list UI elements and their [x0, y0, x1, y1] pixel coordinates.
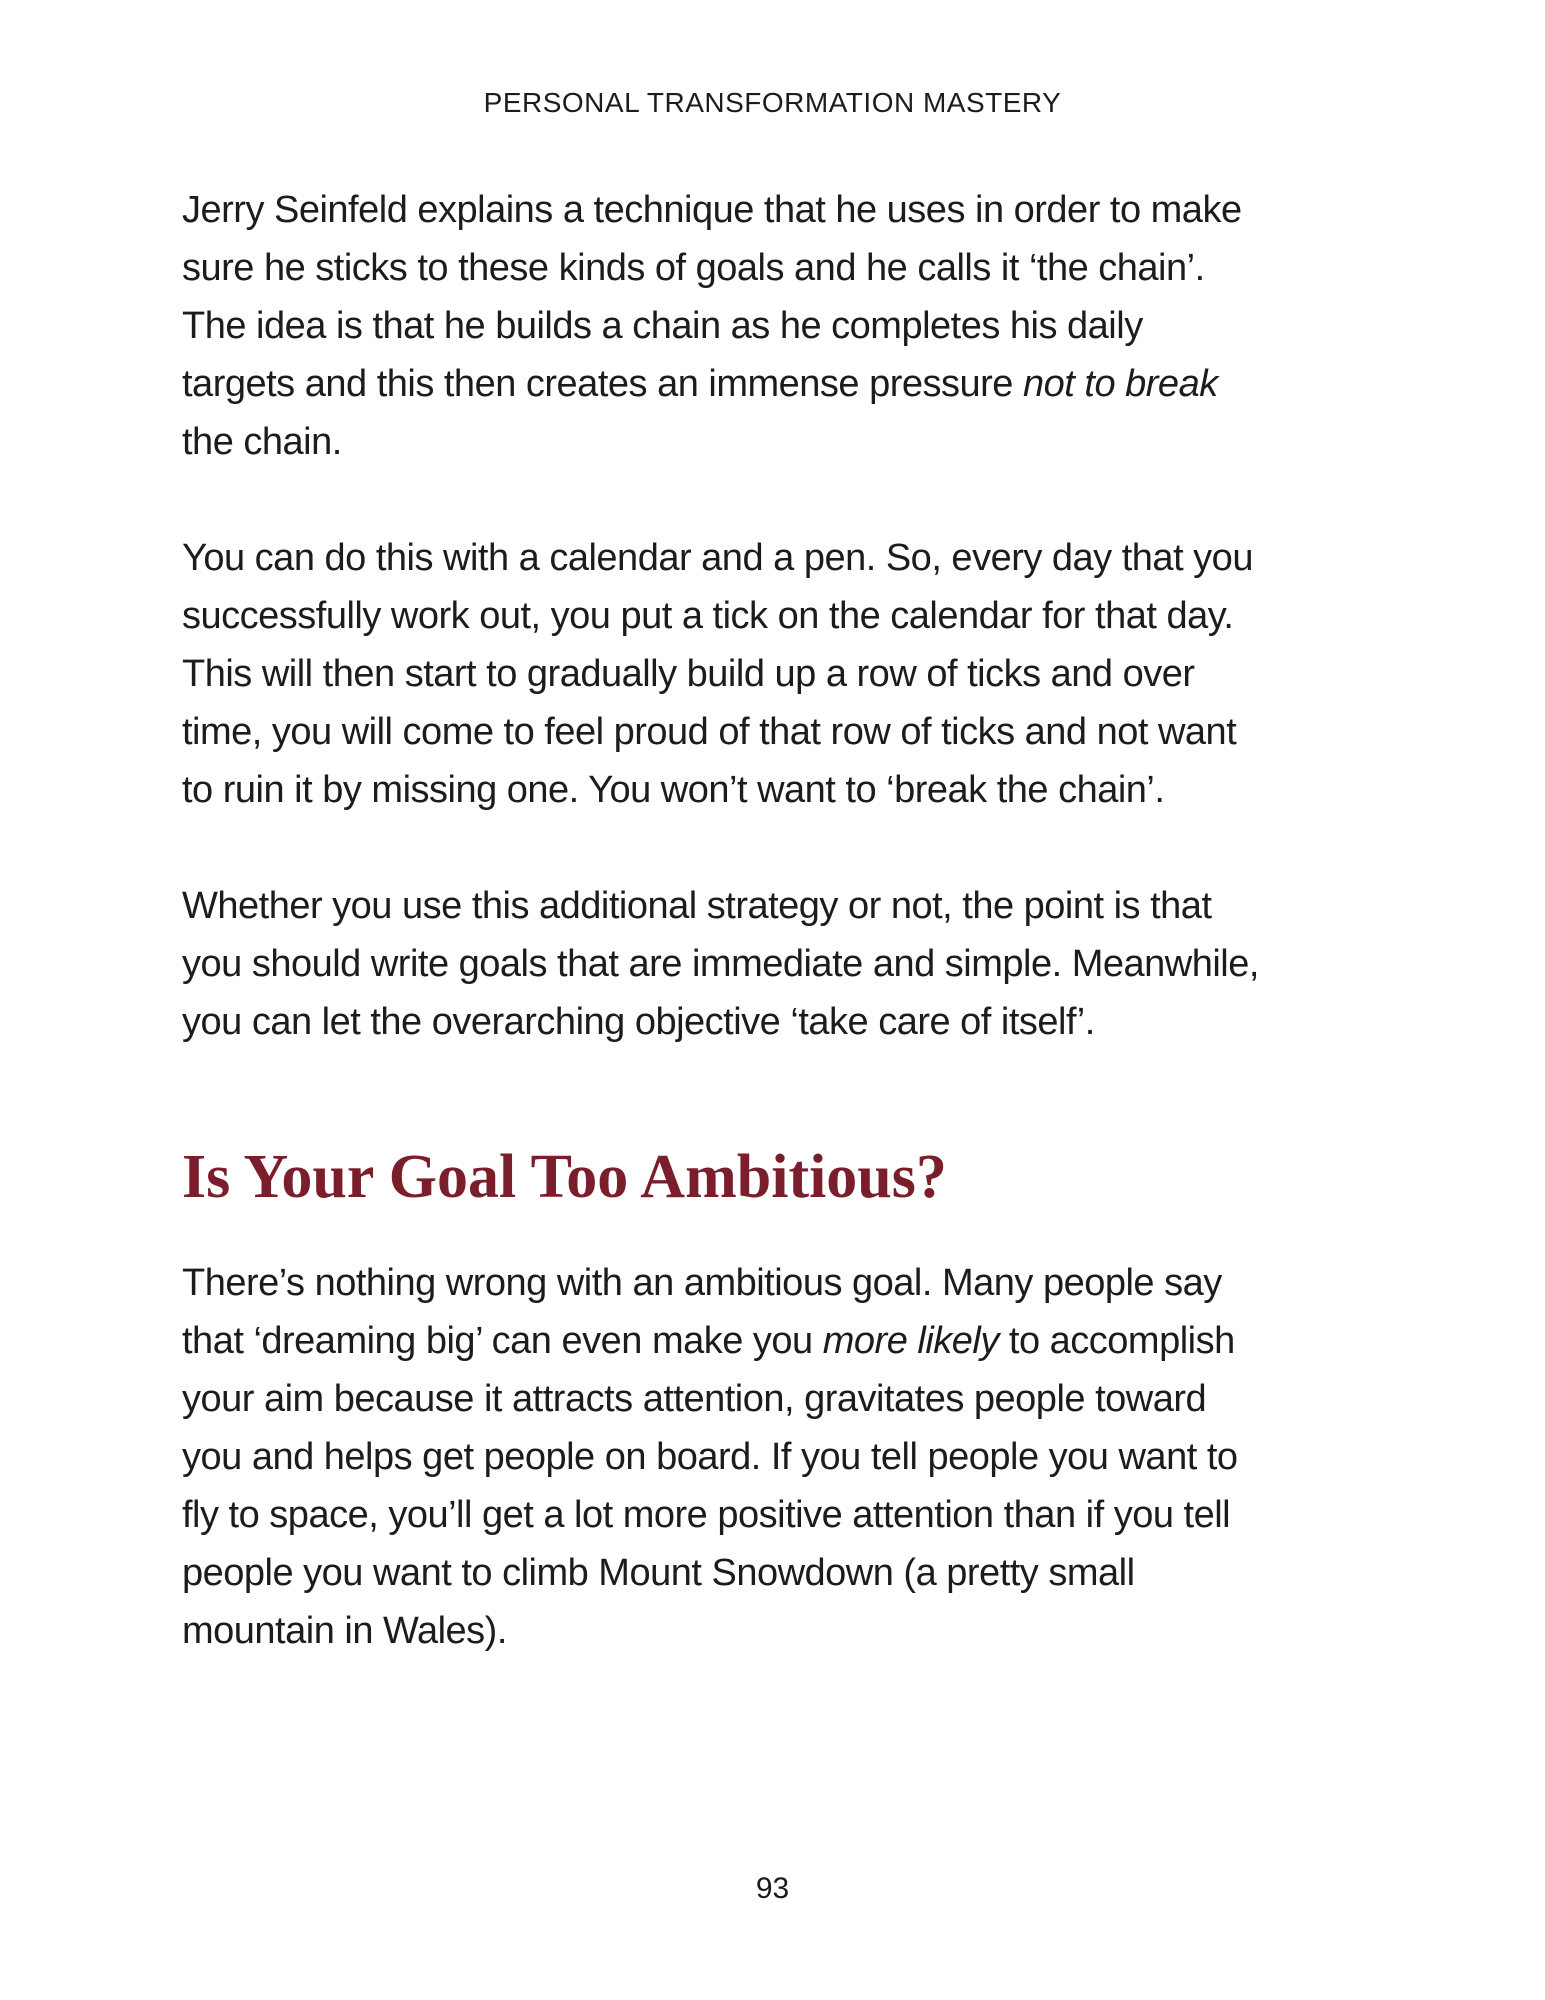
section-heading: Is Your Goal Too Ambitious?	[182, 1143, 947, 1211]
text-line: sure he sticks to these kinds of goals and he calls it ‘the chain’.	[182, 247, 1205, 289]
page-content	[182, 181, 1363, 1660]
italic-text: not to break	[1023, 363, 1218, 405]
body-paragraph	[182, 877, 1363, 1051]
text-line: time, you will come to feel proud of that row of ticks and not want	[182, 711, 1237, 753]
text-line: people you want to climb Mount Snowdown (a pretty small	[182, 1552, 1135, 1594]
text-line: You can do this with a calendar and a pen. So, every day that you	[182, 537, 1253, 579]
text-line: Whether you use this additional strategy or not, the point is that	[182, 885, 1212, 927]
text-line: This will then start to gradually build up a row of ticks and over	[182, 653, 1195, 695]
text-line: your aim because it attracts attention, gravitates people toward	[182, 1378, 1207, 1420]
text-line	[182, 1312, 1363, 1370]
text-line: The idea is that he builds a chain as he completes his daily	[182, 305, 1143, 347]
text-line: There’s nothing wrong with an ambitious goal. Many people say	[182, 1262, 1222, 1304]
text-line: you should write goals that are immediate and simple. Meanwhile,	[182, 943, 1259, 985]
text-line: mountain in Wales).	[182, 1610, 507, 1652]
text-line: successfully work out, you put a tick on the calendar for that day.	[182, 595, 1234, 637]
running-header: PERSONAL TRANSFORMATION MASTERY	[483, 87, 1062, 118]
text-segment: that ‘dreaming big’ can even make you	[182, 1320, 823, 1362]
body-paragraph	[182, 1254, 1363, 1660]
page-number: 93	[755, 1872, 790, 1905]
text-segment: to accomplish	[998, 1320, 1235, 1362]
text-line: Jerry Seinfeld explains a technique that he uses in order to make	[182, 189, 1242, 231]
text-segment: targets and this then creates an immense pressure	[182, 363, 1024, 405]
body-paragraph	[182, 529, 1363, 819]
text-line: the chain.	[182, 421, 342, 463]
text-line	[182, 355, 1363, 413]
body-paragraph	[182, 181, 1363, 471]
text-line: to ruin it by missing one. You won’t want to ‘break the chain’.	[182, 769, 1165, 811]
text-line: you and helps get people on board. If you tell people you want to	[182, 1436, 1238, 1478]
text-line: fly to space, you’ll get a lot more positive attention than if you tell	[182, 1494, 1231, 1536]
italic-text: more likely	[822, 1320, 999, 1362]
text-line: you can let the overarching objective ‘take care of itself’.	[182, 1001, 1095, 1043]
